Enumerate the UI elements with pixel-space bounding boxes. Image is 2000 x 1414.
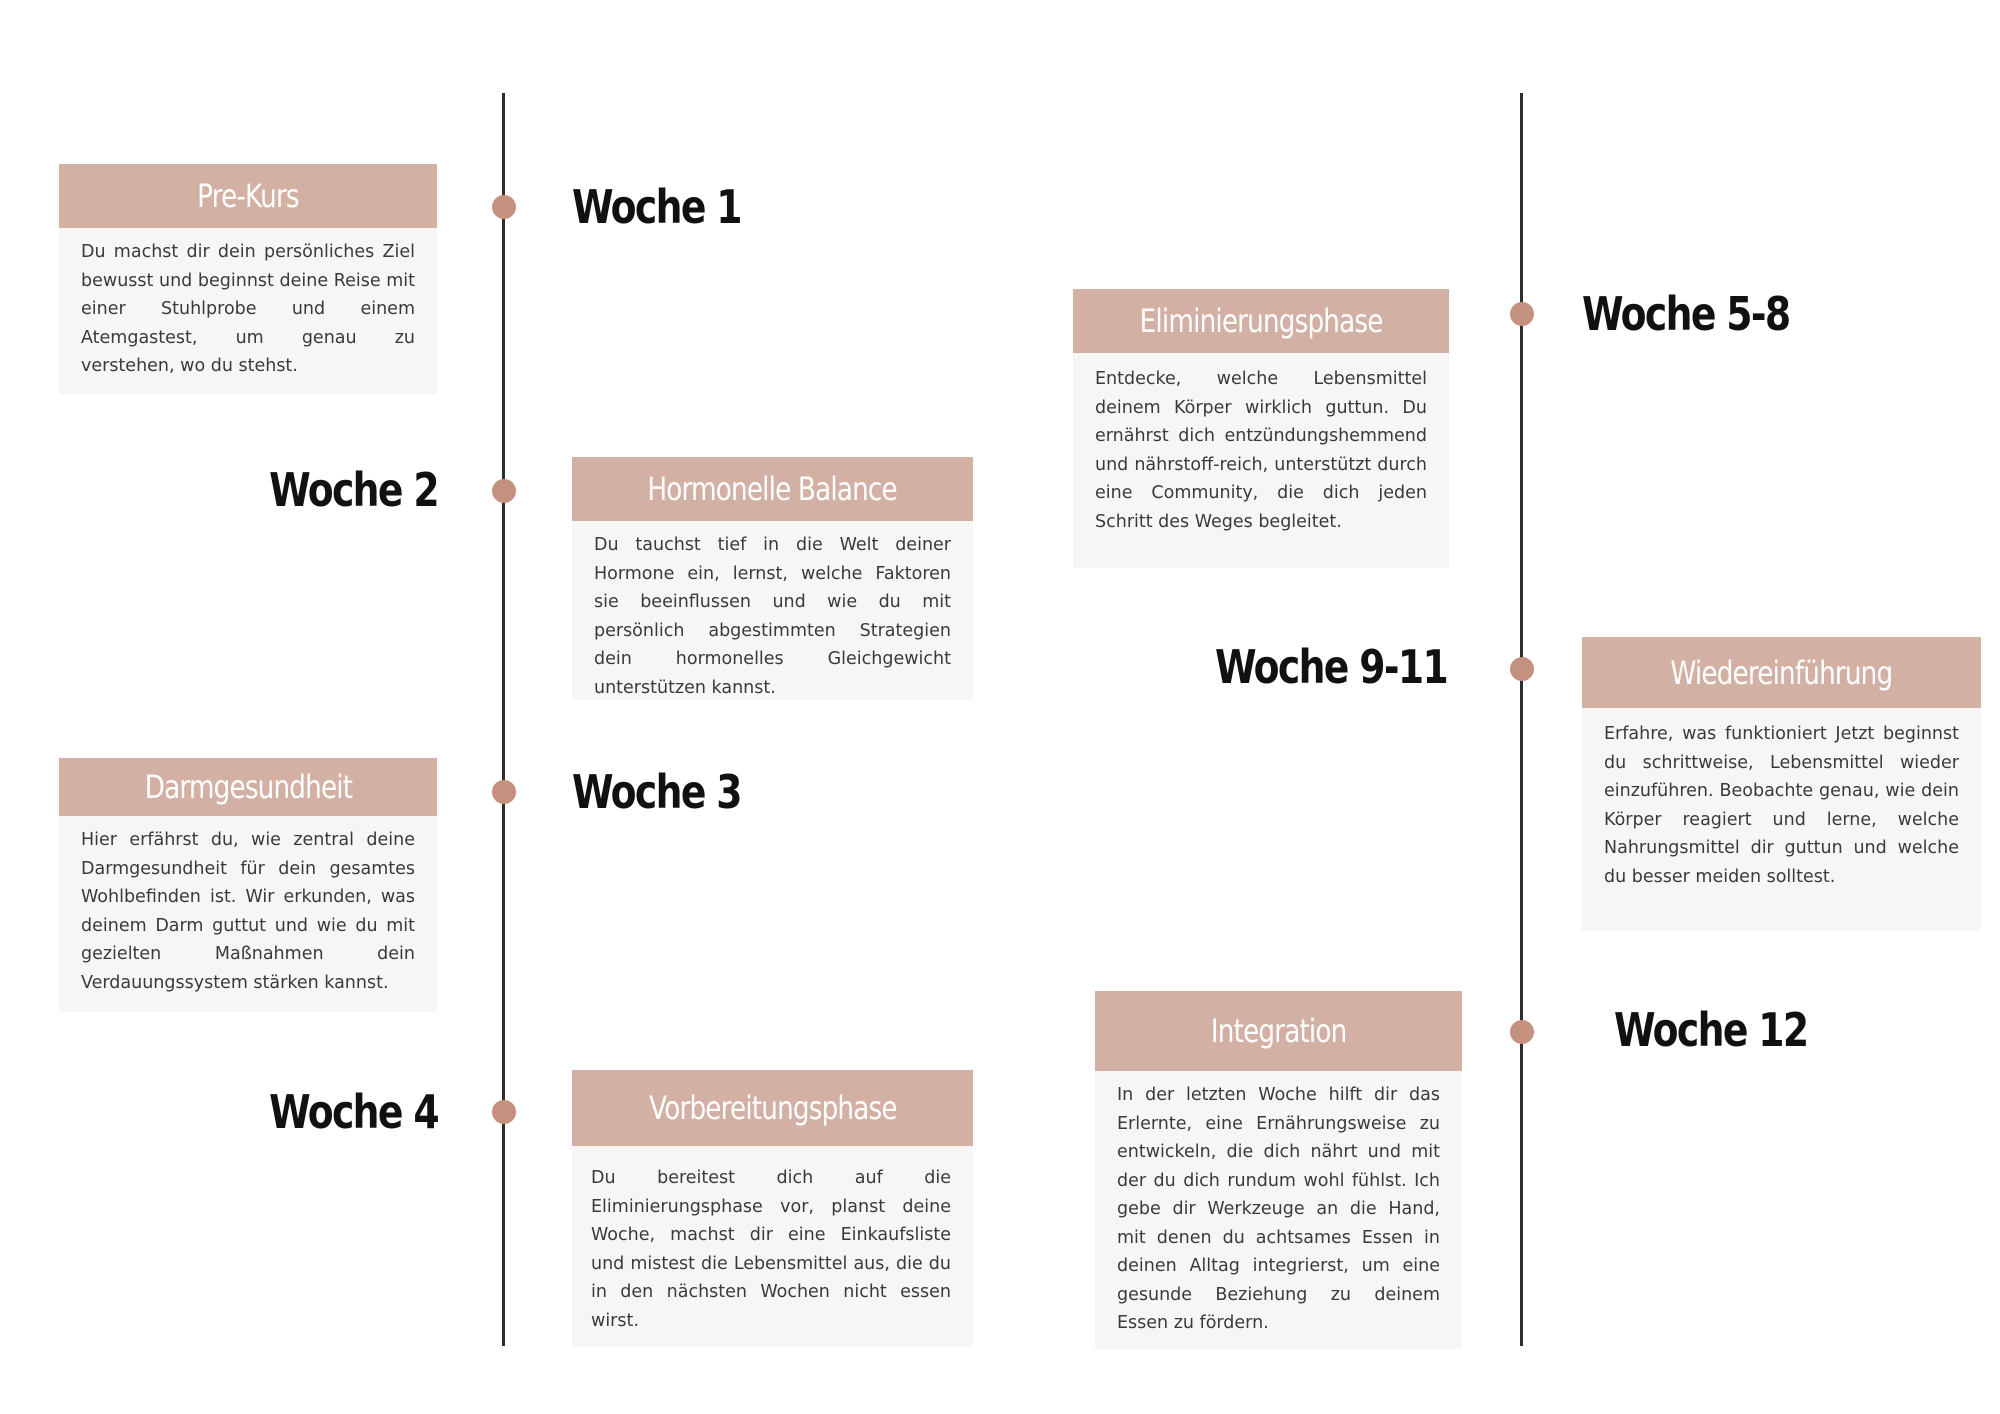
timeline-dot-week-4 xyxy=(492,1100,516,1124)
phase-title-vorbereitungsphase: Vorbereitungsphase xyxy=(572,1070,973,1146)
phase-card-hormonelle-balance xyxy=(572,457,973,700)
phase-text-integration: In der letzten Woche hilft dir das Erlernte, eine Ernährungsweise zu entwickeln, die dich nährt und mit der du dich rundum wohl fühlst. Ich gebe dir Werkzeuge an die Hand, mit denen du achtsames Essen in deinen Alltag integrierst, um eine gesunde Beziehung zu deinem Essen zu fördern. xyxy=(1095,1071,1462,1349)
phase-title-hormonelle-balance: Hormonelle Balance xyxy=(572,457,973,521)
timeline-dot-week-1 xyxy=(492,195,516,219)
phase-title-wiedereinfuehrung: Wiedereinführung xyxy=(1582,637,1981,708)
phase-text-wiedereinfuehrung: Erfahre, was funktioniert Jetzt beginnst du schrittweise, Lebensmittel wieder einzuführen. Beobachte genau, wie dein Körper reagiert und lerne, welche Nahrungsmittel dir guttun und welche du besser meiden solltest. xyxy=(1582,708,1981,931)
phase-card-integration xyxy=(1095,991,1462,1349)
week-label-4: Woche 4 xyxy=(269,1085,438,1139)
phase-card-pre-kurs xyxy=(59,164,437,394)
timeline-line-right xyxy=(1520,93,1523,1346)
phase-text-vorbereitungsphase: Du bereitest dich auf die Eliminierungsphase vor, planst deine Woche, machst dir eine Einkaufsliste und mistest die Lebensmittel aus, die du in den nächsten Wochen nicht essen wirst. xyxy=(572,1146,973,1347)
phase-card-darmgesundheit xyxy=(59,758,437,1012)
phase-card-wiedereinfuehrung xyxy=(1582,637,1981,931)
phase-title-eliminierungsphase: Eliminierungsphase xyxy=(1073,289,1449,353)
week-label-1: Woche 1 xyxy=(572,180,741,234)
phase-text-pre-kurs: Du machst dir dein persönliches Ziel bewusst und beginnst deine Reise mit einer Stuhlprobe und einem Atemgastest, um genau zu verstehen, wo du stehst. xyxy=(59,228,437,394)
week-label-3: Woche 3 xyxy=(572,765,741,819)
phase-card-vorbereitungsphase xyxy=(572,1070,973,1347)
week-label-12: Woche 12 xyxy=(1614,1003,1808,1057)
timeline-dot-week-12 xyxy=(1510,1020,1534,1044)
phase-text-hormonelle-balance: Du tauchst tief in die Welt deiner Hormone ein, lernst, welche Faktoren sie beeinflussen und wie du mit persönlich abgestimmten Strategien dein hormonelles Gleichgewicht unterstützen kannst. xyxy=(572,521,973,700)
timeline-dot-week-9-11 xyxy=(1510,657,1534,681)
phase-title-pre-kurs: Pre-Kurs xyxy=(59,164,437,228)
phase-title-darmgesundheit: Darmgesundheit xyxy=(59,758,437,816)
phase-text-darmgesundheit: Hier erfährst du, wie zentral deine Darmgesundheit für dein gesamtes Wohlbefinden ist. Wir erkunden, was deinem Darm guttut und wie du mit gezielten Maßnahmen dein Verdauungssystem stärken kannst. xyxy=(59,816,437,1012)
phase-card-eliminierungsphase xyxy=(1073,289,1449,568)
timeline-line-left xyxy=(502,93,505,1346)
phase-text-eliminierungsphase: Entdecke, welche Lebensmittel deinem Körper wirklich guttun. Du ernährst dich entzündungshemmend und nährstoff-reich, unterstützt durch eine Community, die dich jeden Schritt des Weges begleitet. xyxy=(1073,353,1449,568)
week-label-2: Woche 2 xyxy=(269,463,438,517)
timeline-dot-week-2 xyxy=(492,479,516,503)
week-label-9-11: Woche 9-11 xyxy=(1214,640,1447,694)
timeline-dot-week-5-8 xyxy=(1510,302,1534,326)
phase-title-integration: Integration xyxy=(1095,991,1462,1071)
timeline-dot-week-3 xyxy=(492,780,516,804)
week-label-5-8: Woche 5-8 xyxy=(1582,287,1790,341)
